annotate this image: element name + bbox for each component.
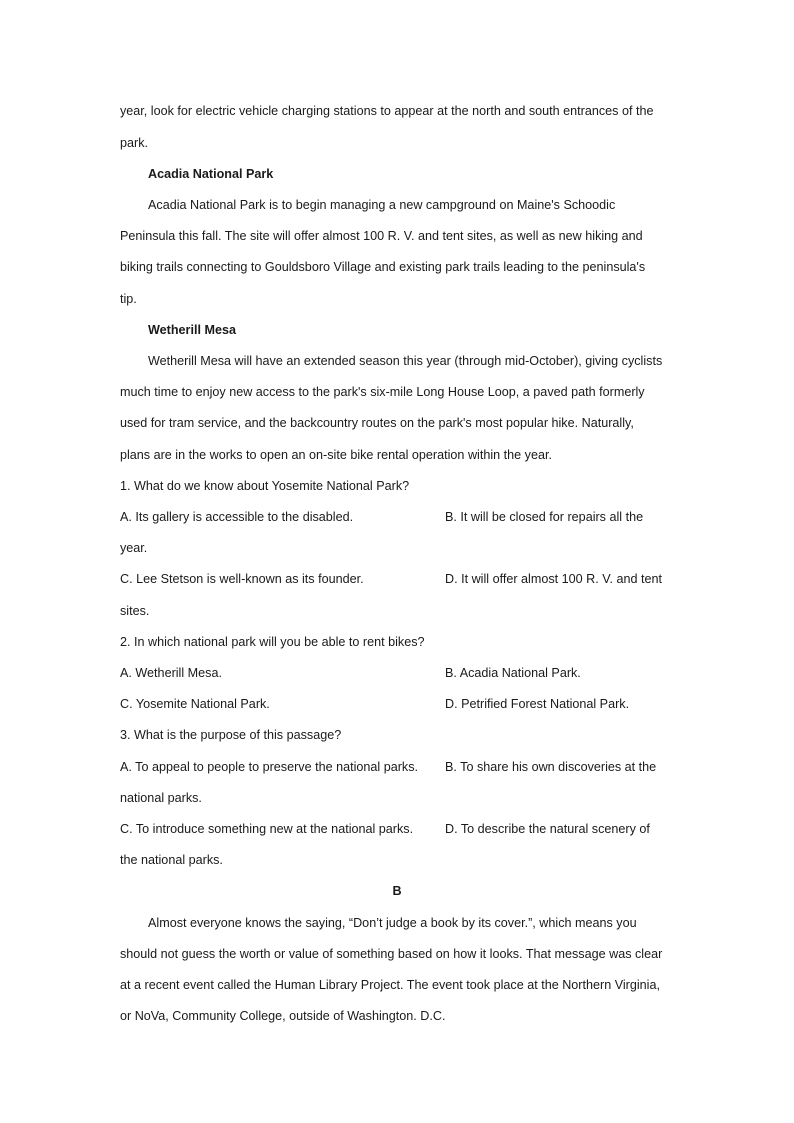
option-b: B. It will be closed for repairs all the (445, 510, 644, 524)
paragraph-line: Almost everyone knows the saying, “Don’t judge a book by its cover.”, which means you (148, 916, 637, 930)
option-d-continued: the national parks. (120, 853, 223, 867)
wetherill-heading: Wetherill Mesa (148, 323, 236, 337)
option-c: C. Yosemite National Park. (120, 697, 270, 711)
option-d-continued: sites. (120, 604, 150, 618)
paragraph-line: biking trails connecting to Gouldsboro Village and existing park trails leading to the peninsula's (120, 260, 646, 274)
option-b: B. To share his own discoveries at the (445, 760, 657, 774)
option-a: A. Its gallery is accessible to the disabled. (120, 510, 354, 524)
option-a: A. To appeal to people to preserve the national parks. (120, 760, 419, 774)
question-stem: 3. What is the purpose of this passage? (120, 728, 342, 742)
question-stem: 1. What do we know about Yosemite National Park? (120, 479, 410, 493)
paragraph-line: park. (120, 136, 148, 150)
paragraph-line: should not guess the worth or value of something based on how it looks. That message was clear (120, 947, 663, 961)
question-stem: 2. In which national park will you be able to rent bikes? (120, 635, 425, 649)
paragraph-line: used for tram service, and the backcountry routes on the park's most popular hike. Naturally, (120, 416, 634, 430)
paragraph-line: or NoVa, Community College, outside of Washington. D.C. (120, 1009, 446, 1023)
paragraph-line: at a recent event called the Human Library Project. The event took place at the Northern Virginia, (120, 978, 660, 992)
option-a: A. Wetherill Mesa. (120, 666, 222, 680)
option-b: B. Acadia National Park. (445, 666, 581, 680)
option-d: D. To describe the natural scenery of (445, 822, 650, 836)
paragraph-line: tip. (120, 292, 137, 306)
paragraph-line: much time to enjoy new access to the park's six-mile Long House Loop, a paved path formerly (120, 385, 645, 399)
paragraph-line: Wetherill Mesa will have an extended season this year (through mid-October), giving cyclists (148, 354, 663, 368)
acadia-heading: Acadia National Park (148, 167, 274, 181)
paragraph-line: Peninsula this fall. The site will offer almost 100 R. V. and tent sites, as well as new hiking and (120, 229, 643, 243)
option-d: D. Petrified Forest National Park. (445, 697, 630, 711)
option-b-continued: year. (120, 541, 148, 555)
option-c: C. To introduce something new at the national parks. (120, 822, 414, 836)
option-d: D. It will offer almost 100 R. V. and tent (445, 572, 663, 586)
paragraph-line: plans are in the works to open an on-site bike rental operation within the year. (120, 448, 552, 462)
paragraph-line: Acadia National Park is to begin managing a new campground on Maine's Schoodic (148, 198, 616, 212)
option-c: C. Lee Stetson is well-known as its founder. (120, 572, 364, 586)
paragraph-line: year, look for electric vehicle charging stations to appear at the north and south entrances of the (120, 104, 654, 118)
option-b-continued: national parks. (120, 791, 202, 805)
section-b-label: B (392, 884, 402, 898)
